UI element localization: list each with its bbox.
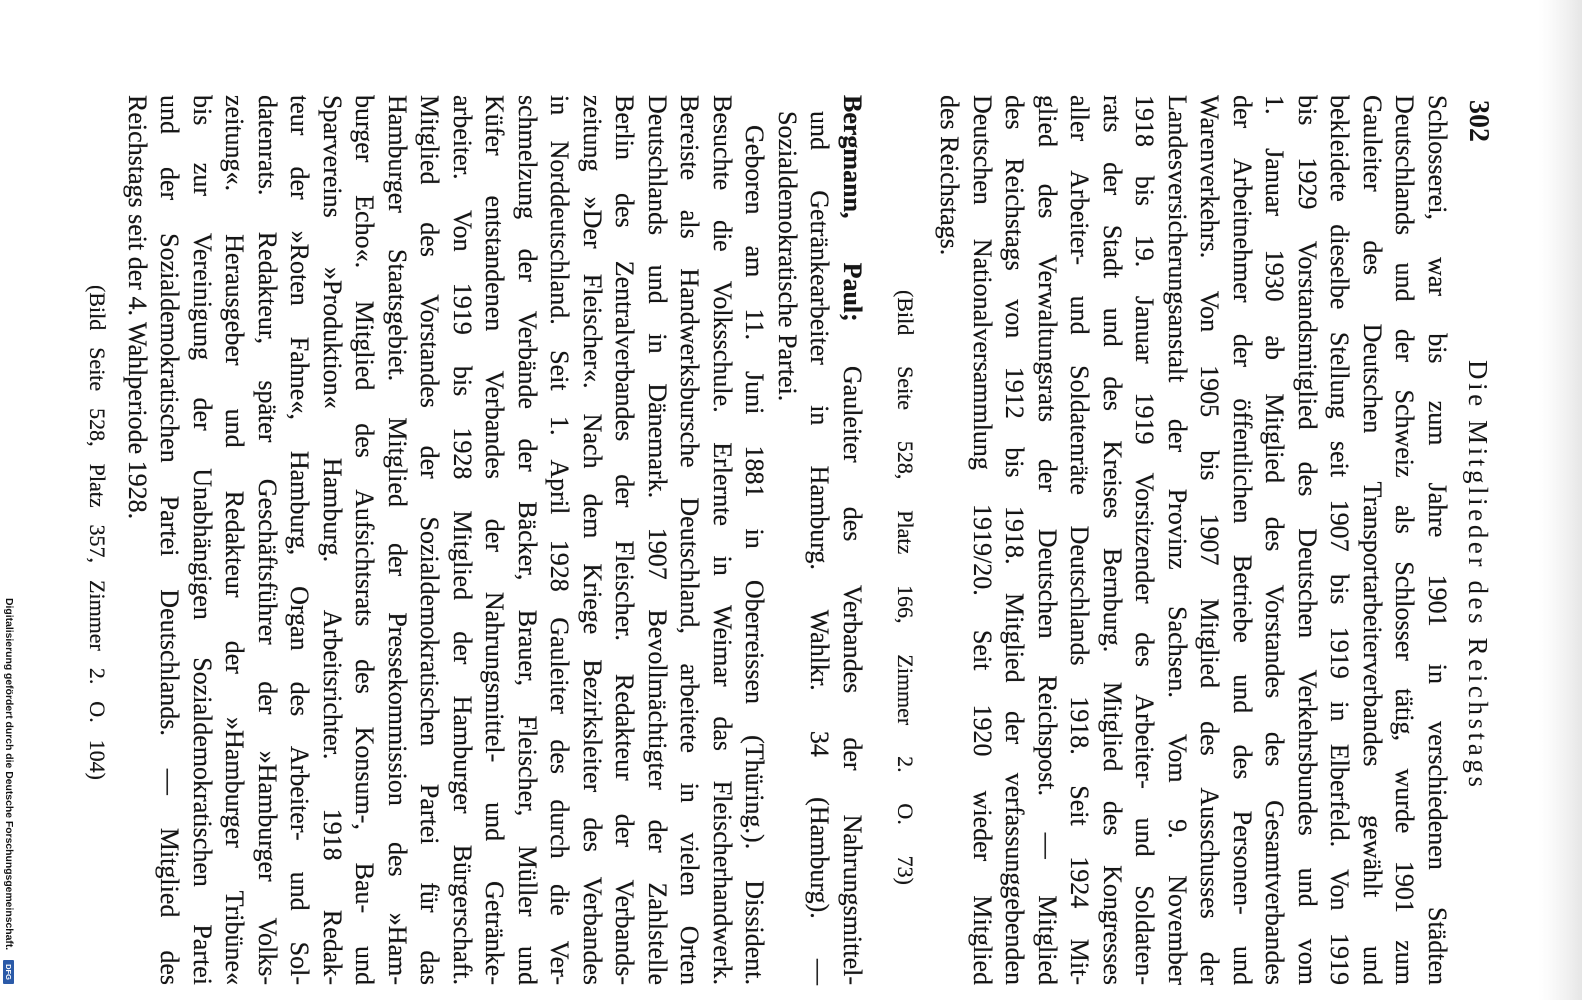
text-line: burger Echo«. Mitglied des Aufsichtsrats des Konsum-, Bau- und — [350, 95, 380, 985]
text-line: Bereiste als Handwerksbursche Deutschland, arbeitete in vielen Orten — [675, 95, 705, 985]
entry-heading-line: und Getränkearbeiter in Hamburg. Wahlkr. 34 (Hamburg). — — [805, 111, 835, 985]
text-line: Deutschlands und in Dänemark. 1907 Bevollmächtigter der Zahlstelle — [643, 95, 672, 985]
text-line: aller Arbeiter- und Soldatenräte Deutschlands 1918. Seit 1924 Mit- — [1065, 95, 1095, 985]
text-line: zeitung«. Herausgeber und Redakteur der »Hamburger Tribüne« — [220, 95, 250, 985]
text-line: Schlosserei, war bis zum Jahre 1901 in verschiedenen Städten — [1423, 95, 1452, 985]
entry-heading-line — [836, 95, 869, 985]
text-line: Geboren am 11. Juni 1881 in Oberreissen (Thüring.). Dissident. — [740, 125, 770, 985]
scan-edge-shadow — [1538, 0, 1582, 1000]
text-line: datenrats. Redakteur, später Geschäftsführer der »Hamburger Volks- — [253, 95, 282, 985]
text-line: des Reichstags. — [935, 95, 965, 256]
text-line: Gauleiter des Deutschen Transportarbeiterverbandes gewählt und — [1358, 95, 1387, 985]
party-affiliation: Sozialdemokratische Partei. — [773, 111, 802, 402]
text-line: des Reichstags von 1912 bis 1918. Mitglied der verfassunggebenden — [1000, 95, 1030, 985]
text-line: Mitglied des Vorstandes der Sozialdemokratischen Partei für das — [415, 95, 445, 985]
photo-reference: (Bild Seite 528, Platz 357, Zimmer 2. O. 104) — [85, 285, 110, 780]
dfg-logo: DFG — [3, 960, 14, 984]
text-line: schmelzung der Verbände der Bäcker, Brauer, Fleischer, Müller und — [513, 95, 542, 985]
running-head — [1462, 95, 1494, 985]
text-line: Warenverkehrs. Von 1905 bis 1907 Mitglied des Ausschusses der — [1195, 95, 1225, 985]
text-line: zeitung »Der Fleischer«. Nach dem Kriege Bezirksleiter des Verbandes — [578, 95, 607, 985]
text-line: bekleidete dieselbe Stellung seit 1907 bis 1919 in Elberfeld. Von 1919 — [1325, 95, 1355, 985]
text-line: Reichstags seit der 4. Wahlperiode 1928. — [123, 95, 152, 520]
photo-reference: (Bild Seite 528, Platz 166, Zimmer 2. O. 73) — [893, 290, 918, 885]
text-line: Sparvereins »Produktion« Hamburg. Arbeitsrichter. 1918 Redak- — [318, 95, 347, 985]
page-number: 302 — [1463, 100, 1494, 142]
text-line: Deutschlands und der Schweiz als Schlosser tätig, wurde 1901 zum — [1390, 95, 1420, 985]
text-line: Küfer entstandenen Verbandes der Nahrungsmittel- und Getränke- — [480, 95, 510, 985]
biography-continued — [933, 95, 1453, 985]
page-title: Die Mitglieder des Reichstags — [1463, 360, 1493, 791]
text-line: 1918 bis 19. Januar 1919 Vorsitzender des Arbeiter- und Soldaten- — [1130, 95, 1160, 985]
member-position: Gauleiter des Verbandes der Nahrungsmittel- — [838, 365, 867, 986]
digitization-credit: Digitalisierung gefördert durch die Deutsche Forschungsgemeinschaft. — [3, 598, 14, 951]
text-line: Deutschen Nationalversammlung 1919/20. Seit 1920 wieder Mitglied — [968, 95, 997, 985]
text-line: rats der Stadt und des Kreises Bernburg. Mitglied des Kongresses — [1098, 95, 1127, 985]
text-line: Besuchte die Volksschule. Erlernte in Weimar das Fleischerhandwerk. — [708, 95, 737, 985]
text-line: teur der »Roten Fahne«, Hamburg, Organ des Arbeiter- und Sol- — [285, 95, 315, 985]
text-line: bis zur Vereinigung der Unabhängigen Sozialdemokratischen Partei — [188, 95, 217, 985]
text-line: und der Sozialdemokratischen Partei Deutschlands. — Mitglied des — [155, 95, 185, 985]
text-line: arbeiter. Von 1919 bis 1928 Mitglied der Hamburger Bürgerschaft. — [448, 95, 477, 985]
member-name: Bergmann, Paul; — [838, 95, 867, 322]
text-line: glied des Verwaltungsrats der Deutschen Reichspost. — Mitglied — [1033, 95, 1062, 985]
text-line: Hamburger Staatsgebiet. Mitglied der Pressekommission des »Ham- — [383, 95, 412, 985]
text-line: 1. Januar 1930 ab Mitglied des Vorstandes des Gesamtverbandes — [1260, 95, 1290, 985]
text-line: Berlin des Zentralverbandes der Fleischer. Redakteur der Verbands- — [610, 95, 640, 985]
text-line: der Arbeitnehmer der öffentlichen Betriebe und des Personen- und — [1228, 95, 1257, 985]
text-line: in Norddeutschland. Seit 1. April 1928 Gauleiter des durch die Ver- — [545, 95, 575, 985]
text-line: bis 1929 Vorstandsmitglied des Deutschen Verkehrsbundes und vom — [1293, 95, 1322, 985]
biography-entry — [121, 95, 869, 985]
text-line: Landesversicherungsanstalt der Provinz Sachsen. Vom 9. November — [1163, 95, 1192, 985]
